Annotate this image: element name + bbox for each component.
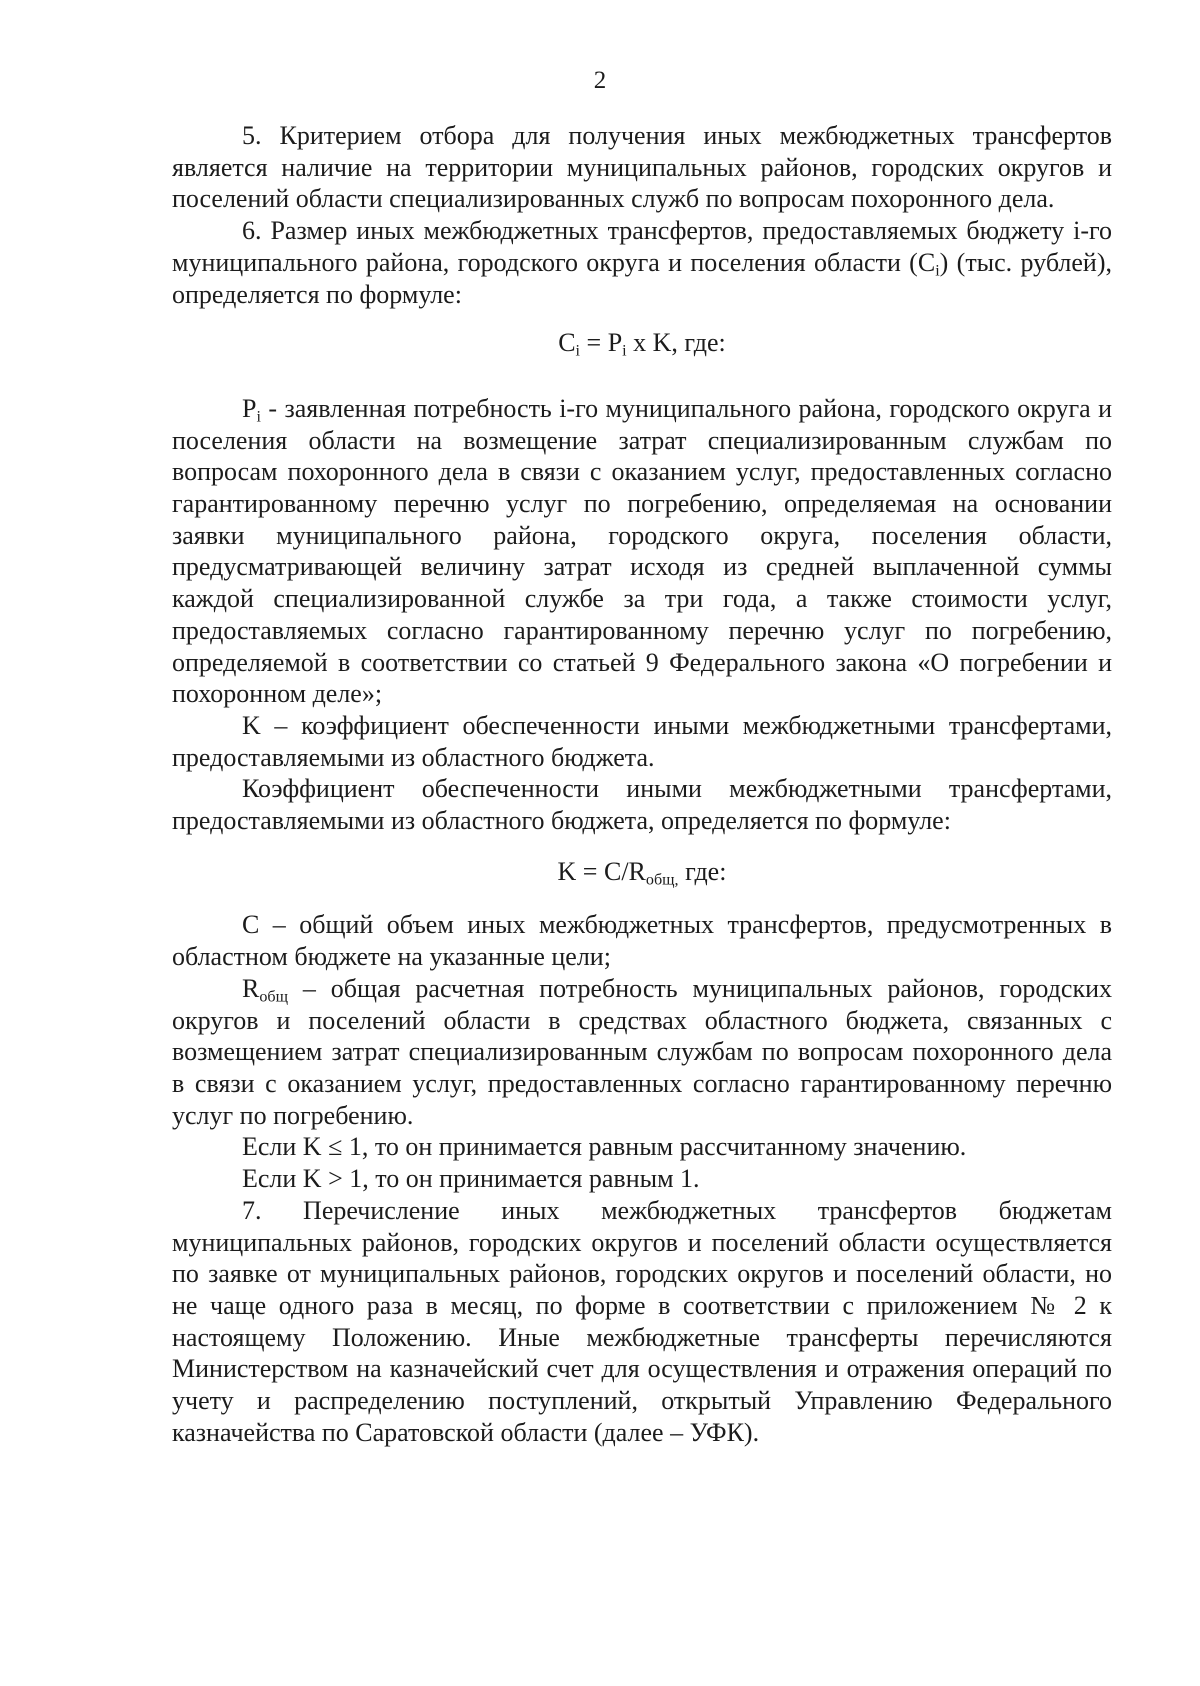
paragraph-5: 5. Критерием отбора для получения иных межбюджетных трансфертов является наличие на территории муниципальных районов, городских округов и поселений области специализированных служб по вопросам похоронного дела. xyxy=(172,121,1112,214)
page-number: 2 xyxy=(593,67,607,94)
formula-ci-rest: x K, где: xyxy=(626,328,726,358)
paragraph-6-end: ) (тыс. рублей), определяется по формуле: xyxy=(172,247,1112,309)
definition-pi-sub: i xyxy=(256,408,261,426)
definition-pi xyxy=(172,393,1112,710)
definition-r-text: – общая расчетная потребность муниципальных районов, городских округов и поселений области в средствах областного бюджета, связанных с возмещением затрат специализированным службам по вопросам похоронного дела в связи с оказанием услуг, предоставленных согласно гарантированному перечню услуг по погребению. xyxy=(172,973,1112,1130)
definition-pi-text: - заявленная потребность i-го муниципального района, городского округа и поселения области на возмещение затрат специализированным службам по вопросам похоронного дела в связи с оказанием услуг, предоставленных согласно гарантированному перечню услуг по погребению, определяемая на основании заявки муниципального района, городского округа, поселения области, предусматривающей величину затрат исходя из средней выплаченной суммы каждой специализированной службе за три года, а также стоимости услуг, предоставляемых согласно гарантированному перечню услуг по погребению, определяемой в соответствии со статьей 9 Федерального закона «О погребении и похоронном деле»; xyxy=(172,393,1112,709)
definition-r-symbol: R xyxy=(242,973,260,1003)
formula-k-lhs: K = C/R xyxy=(557,856,646,886)
definition-c: C – общий объем иных межбюджетных трансфертов, предусмотренных в областном бюджете на указанные цели; xyxy=(172,910,1112,972)
formula-k-rest: где: xyxy=(678,856,727,886)
condition-k-gt-1: Если K > 1, то он принимается равным 1. xyxy=(242,1164,700,1194)
formula-ci-p-sub: i xyxy=(622,342,627,360)
coefficient-intro: Коэффициент обеспеченности иными межбюджетными трансфертами, предоставляемыми из областного бюджета, определяется по формуле: xyxy=(172,774,1112,836)
formula-ci xyxy=(172,327,1112,359)
paragraph-6-subscript: i xyxy=(935,262,940,280)
formula-ci-c: C xyxy=(558,328,576,358)
definition-r-sub: общ xyxy=(259,988,288,1006)
formula-ci-c-sub: i xyxy=(575,342,581,360)
condition-k-le-1: Если K ≤ 1, то он принимается равным рассчитанному значению. xyxy=(242,1132,967,1162)
formula-k xyxy=(172,856,1112,888)
paragraph-7: 7. Перечисление иных межбюджетных трансфертов бюджетам муниципальных районов, городских округов и поселений области осуществляется по заявке от муниципальных районов, городских округов и поселений области, но не чаще одного раза в месяц, по форме в соответствии с приложением № 2 к настоящему Положению. Иные межбюджетные трансферты перечисляются Министерством на казначейский счет для осуществления и отражения операций по учету и распределению поступлений, открытый Управлению Федерального казначейства по Саратовской области (далее – УФК). xyxy=(172,1195,1112,1447)
paragraph-6-text: 6. Размер иных межбюджетных трансфертов, предоставляемых бюджету i-го муниципального района, городского округа и поселения области (C xyxy=(172,216,1112,277)
document-body xyxy=(172,120,1112,1448)
definition-k: K – коэффициент обеспеченности иными межбюджетными трансфертами, предоставляемыми из областного бюджета. xyxy=(172,710,1112,772)
formula-k-sub: общ, xyxy=(645,871,679,889)
definition-pi-symbol: P xyxy=(242,393,257,423)
formula-ci-eq: = P xyxy=(580,328,623,358)
paragraph-6 xyxy=(172,215,1112,310)
definition-r xyxy=(172,973,1112,1132)
